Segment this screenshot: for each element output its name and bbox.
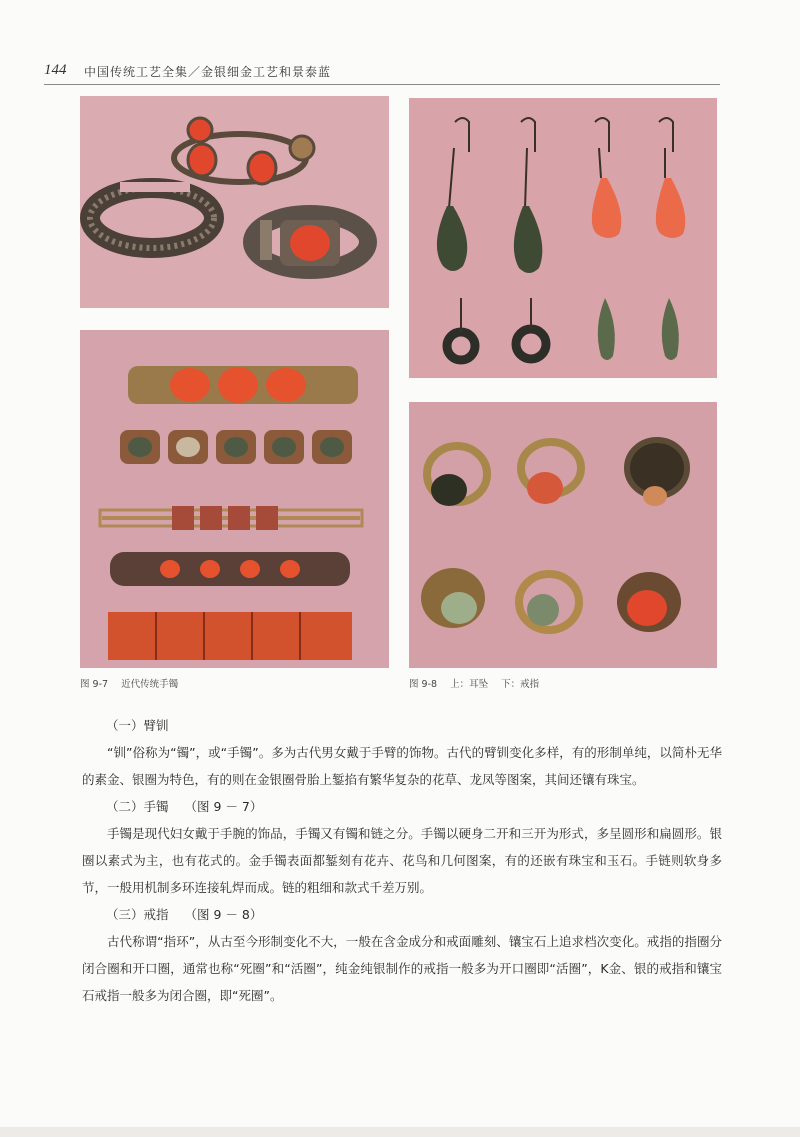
heading-text: （三）戒指 [106, 907, 169, 922]
figure-bottom-label: 下：戒指 [501, 679, 540, 690]
figure-title: 近代传统手镯 [121, 679, 179, 690]
figure-reference: （图 9 － 8） [184, 907, 263, 922]
paragraph-ring: 古代称谓“指环”，从古至今形制变化不大，一般在含金成分和戒面雕刻、镶宝石上追求档次变化。戒指的指圈分闭合圈和开口圈，通常也称“死圈”和“活圈”，纯金纯银制作的戒指一般多为开口圈即“活圈”，K金、银的戒指和镶宝石戒指一般多为闭合圈，即“死圈”。 [82, 934, 722, 1003]
heading-text: （一）臂钏 [106, 718, 169, 733]
running-title: 中国传统工艺全集／金银细金工艺和景泰蓝 [84, 65, 332, 79]
paragraph-bracelet: 手镯是现代妇女戴于手腕的饰品，手镯又有镯和链之分。手镯以硬身二开和三开为形式，多呈圆形和扁圆形。银圈以素式为主，也有花式的。金手镯表面都錾刻有花卉、花鸟和几何图案，有的还嵌有珠宝和玉石。手链则软身多节，一般用机制多环连接轧焊而成。链的粗细和款式千差万别。 [82, 826, 722, 895]
body-text [82, 712, 722, 1009]
photo-earrings [409, 98, 717, 378]
figure-number: 图 9-8 [409, 679, 438, 690]
running-header [44, 60, 720, 85]
heading-text: （二）手镯 [106, 799, 169, 814]
section-heading-ring [106, 901, 722, 928]
figure-number: 图 9-7 [80, 679, 109, 690]
figure-caption-right [409, 676, 549, 690]
figure-caption-left [80, 676, 188, 690]
page-number: 144 [44, 62, 67, 78]
section-heading-bracelet [106, 793, 722, 820]
section-heading-armlet [106, 712, 722, 739]
page-bottom-edge [0, 1127, 800, 1137]
paragraph-armlet: “钏”俗称为“镯”，或“手镯”。多为古代男女戴于手臂的饰物。古代的臂钏变化多样，有的形制单纯，以简朴无华的素金、银圈为特色，有的则在金银圈骨胎上錾掐有繁华复杂的花草、龙凤等图案，其间还镶有珠宝。 [82, 745, 722, 787]
figure-reference: （图 9 － 7） [184, 799, 263, 814]
photo-link-bracelets [80, 330, 389, 668]
figure-top-label: 上：耳坠 [450, 679, 489, 690]
photo-bangles [80, 96, 389, 308]
photo-rings [409, 402, 717, 668]
